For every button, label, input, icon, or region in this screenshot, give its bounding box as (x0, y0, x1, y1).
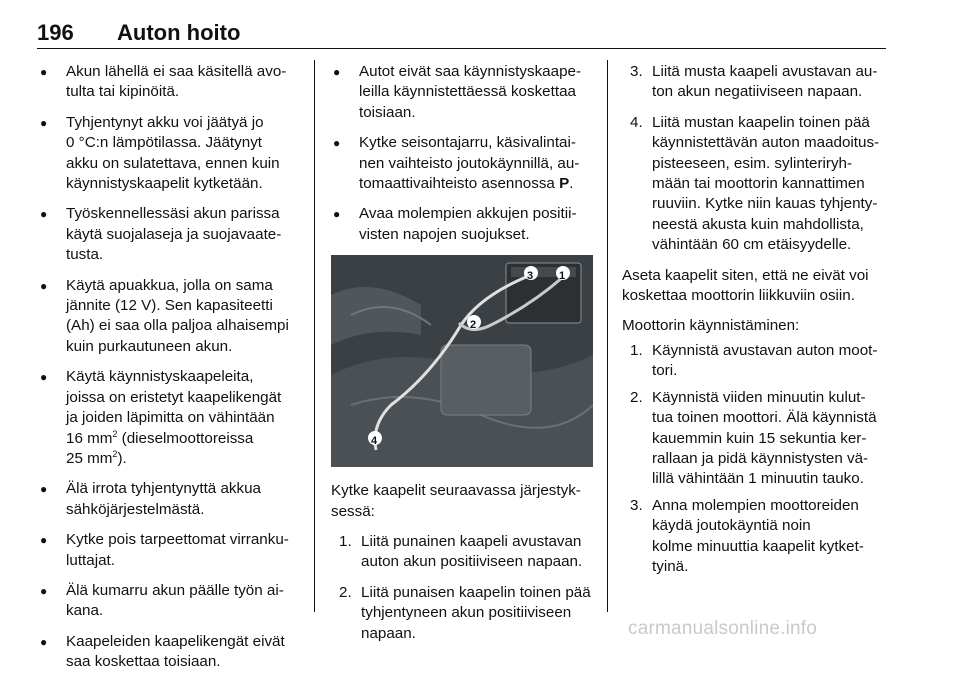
bullet-item-cables: ● Käytä käynnistyskaapeleita, joissa on eristetyt kaapelikengät ja joiden läpimitta on vähintään 16 $mm^2$ (dieselmoottoreissa 25 $mm^2$). (38, 367, 302, 469)
step-item: 2. Käynnistä viiden minuutin kulut- tua toinen moottori. Älä käynnistä kauemmin kuin 15 sekuntia ker- rallaan ja pidä käynnistysten vä- lillä vähintään 1 minuutin tauko. (630, 388, 877, 488)
engine-start-heading: Moottorin käynnistäminen: (622, 317, 800, 335)
step-item: 2. Liitä punaisen kaapelin toinen pää tyhjentyneen akun positiiviseen napaan. (339, 583, 591, 642)
watermark-logo[interactable]: carmanualsonline.info (628, 618, 818, 639)
step-item: 1. Liitä punainen kaapeli avustavan auton akun positiiviseen napaan. (339, 533, 583, 571)
callout-3: 3 (527, 270, 534, 283)
callout-4: 4 (371, 435, 378, 448)
bullet-item: ● Tyhjentynyt akku voi jäätyä jo 0 °C:n lämpötilassa. Jäätynyt akku on sulatettava, ennen kuin käynnistyskaapelit kytketään. (38, 113, 302, 195)
bullet-item-parking: ● Kytke seisontajarru, käsivalintai- nen vaihteisto joutokäynnillä, au- tomaattivaihteisto asennossa P. (331, 133, 597, 194)
bullet-item: ● Akun lähellä ei saa käsitellä avo- tulta tai kipinöitä. (38, 62, 302, 103)
bullet-item: ● Kytke pois tarpeettomat virranku- luttajat. (38, 530, 302, 571)
bullet-item: ● Työskennellessäsi akun parissa käytä suojalaseja ja suojavaate- tusta. (38, 204, 302, 265)
column-1 (38, 62, 302, 683)
callout-1: 1 (559, 270, 566, 283)
cable-routing-note: Aseta kaapelit siten, että ne eivät voi koskettaa moottorin liikkuviin osiin. (622, 266, 869, 305)
column-3 (622, 62, 890, 587)
callout-2: 2 (470, 319, 477, 332)
header-rule (37, 48, 886, 49)
page-header (37, 20, 887, 50)
bullet-item: ● Käytä apuakkua, jolla on sama jännite (12 V). Sen kapasiteetti (Ah) ei saa olla paljoa alhaisempi kuin purkautuneen akun. (38, 276, 302, 358)
bullet-item: ● Älä kumarru akun päälle työn ai- kana. (38, 581, 302, 622)
page-number: 196 (37, 20, 74, 45)
bullet-item: ● Autot eivät saa käynnistyskaape- leilla käynnistettäessä koskettaa toisiaan. (331, 62, 597, 123)
column-divider-2 (607, 60, 608, 612)
step-item: 3. Anna molempien moottoreiden käydä joutokäyntiä noin kolme minuuttia kaapelit kytket- tyinä. (630, 496, 864, 575)
bullet-item: ● Älä irrota tyhjentynyttä akkua sähköjärjestelmästä. (38, 479, 302, 520)
step-item: 4. Liitä mustan kaapelin toinen pää käynnistettävän auton maadoitus- pisteeseen, esim. sylinteriryh- mään tai moottorin kannattimen ruuviin. Kytke niin kauas tyhjenty- neestä akusta kuin mahdollista, vähintään 60 cm etäisyydelle. (630, 113, 880, 254)
bullet-item: ● Kaapeleiden kaapelikengät eivät saa koskettaa toisiaan. (38, 632, 302, 673)
bullet-item: ● Avaa molempien akkujen positii- visten napojen suojukset. (331, 204, 597, 245)
connection-intro: Kytke kaapelit seuraavassa järjestyk- sessä: (331, 482, 581, 520)
column-2 (331, 62, 597, 654)
step-item: 3. Liitä musta kaapeli avustavan au- ton akun negatiiviseen napaan. (630, 63, 878, 101)
step-item: 1. Käynnistä avustavan auton moot- tori. (630, 341, 878, 380)
engine-bay-illustration (331, 255, 593, 467)
page-title: Auton hoito (117, 20, 241, 45)
column-divider-1 (314, 60, 315, 612)
